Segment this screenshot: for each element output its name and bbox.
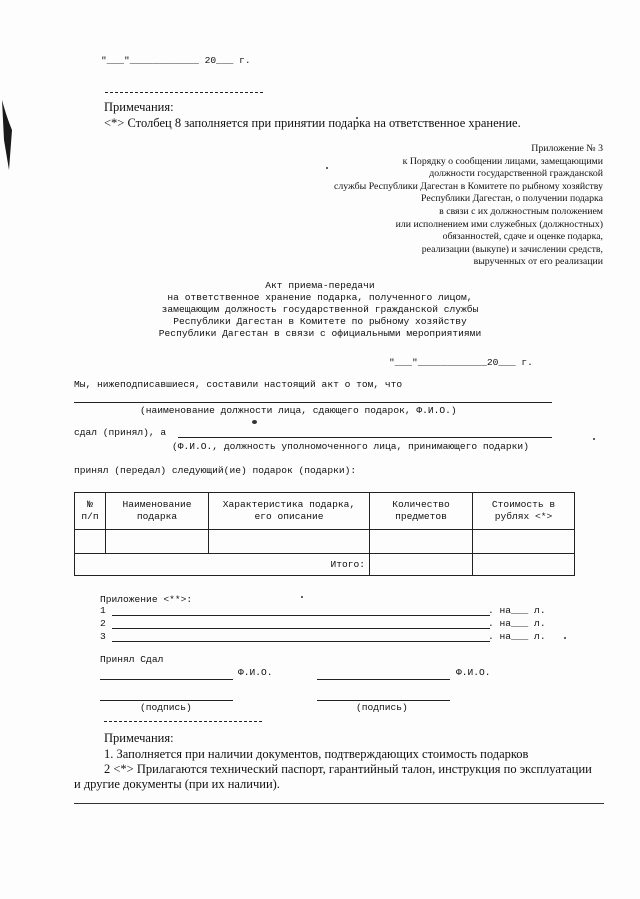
accepted-text: принял (передал) следующий(ие) подарок (подарки): (74, 465, 357, 476)
attachment-field-line[interactable] (112, 628, 490, 629)
page-bottom-rule (74, 803, 604, 804)
handed-text: сдал (принял), а (74, 427, 167, 438)
table-header-cell: Количество предметов (370, 493, 473, 530)
signature-caption: (подпись) (356, 702, 408, 713)
table-header-cell: Наименование подарка (106, 493, 209, 530)
attachment-number: 2 (100, 618, 106, 629)
attachment-field-line[interactable] (112, 615, 490, 616)
attachment-field-line[interactable] (112, 641, 490, 642)
appendix-line: обязанностей, сдаче и оценке подарка, (442, 231, 603, 243)
giver-sign-line[interactable] (317, 700, 450, 701)
top-notes-text: <*> Столбец 8 заполняется при принятии подарка на ответственное хранение. (104, 116, 521, 130)
act-title-line: Акт приема-передачи (265, 280, 375, 291)
giver-signature-line[interactable] (317, 679, 450, 680)
table-cell[interactable] (370, 530, 473, 554)
table-row (75, 530, 575, 554)
receiver-signature-line[interactable] (100, 679, 233, 680)
receiver-fio-label: Ф.И.О. (238, 667, 273, 678)
appendix-header (283, 143, 603, 269)
scan-speck (564, 637, 566, 639)
bottom-notes-title: Примечания: (104, 731, 174, 745)
scan-speck (252, 420, 257, 424)
receiver-caption: (Ф.И.О., должность уполномоченного лица, принимающего подарки) (172, 441, 529, 452)
act-title-line: на ответственное хранение подарка, полученного лицом, (167, 292, 473, 303)
table-header-row (75, 493, 575, 530)
notes-separator (104, 721, 262, 722)
appendix-line: должности государственной гражданской (429, 168, 603, 180)
attachment-number: 3 (100, 631, 106, 642)
receiver-field-line[interactable] (178, 437, 552, 438)
attachment-pages: . на___ л. (488, 618, 546, 629)
bottom-note: 1. Заполняется при наличии документов, подтверждающих стоимость подарков (104, 747, 529, 761)
table-header-cell: Характеристика подарка, его описание (209, 493, 370, 530)
appendix-line: Приложение № 3 (531, 143, 603, 154)
receiver-sign-line[interactable] (100, 700, 233, 701)
scan-speck (593, 438, 595, 440)
bottom-note: 2 <*> Прилагаются технический паспорт, гарантийный талон, инструкция по эксплуатации (104, 762, 592, 776)
scan-edge-mark (0, 100, 14, 170)
act-title-line: Республики Дагестан в Комитете по рыбному хозяйству (173, 316, 467, 327)
scan-speck (301, 596, 303, 598)
act-title (60, 280, 580, 340)
appendix-line: к Порядку о сообщении лицами, замещающими (402, 155, 603, 167)
total-cost-cell[interactable] (473, 554, 575, 576)
giver-caption: (наименование должности лица, сдающего подарок, Ф.И.О.) (140, 405, 457, 416)
signers-header: Принял Сдал (100, 654, 164, 665)
act-date-line: "___"____________20___ г. (389, 357, 533, 368)
giver-field-line[interactable] (74, 402, 552, 403)
act-title-line: замещающим должность государственной гражданской службы (161, 304, 479, 315)
attachments-title: Приложение <**>: (100, 594, 193, 605)
attachment-pages: . на___ л. (488, 605, 546, 616)
signature-caption: (подпись) (140, 702, 192, 713)
top-notes-title: Примечания: (104, 100, 174, 114)
table-cell[interactable] (473, 530, 575, 554)
notes-separator (105, 92, 263, 93)
appendix-line: вырученных от его реализации (473, 256, 603, 268)
intro-text: Мы, нижеподписавшиеся, составили настоящий акт о том, что (74, 379, 403, 390)
bottom-note-continuation: и другие документы (при их наличии). (74, 777, 280, 791)
table-header-cell: № п/п (75, 493, 106, 530)
appendix-line: Республики Дагестан, о получении подарка (421, 193, 603, 205)
appendix-line: службы Республики Дагестан в Комитете по рыбному хозяйству (334, 180, 603, 192)
table-cell[interactable] (209, 530, 370, 554)
appendix-line: в связи с их должностным положением (439, 205, 603, 217)
total-quantity-cell[interactable] (370, 554, 473, 576)
attachment-pages: . на___ л. (488, 631, 546, 642)
table-cell[interactable] (106, 530, 209, 554)
table-total-row (75, 554, 575, 576)
appendix-line: или исполнением ими служебных (должностных) (395, 218, 603, 230)
gift-table (74, 492, 575, 576)
attachment-number: 1 (100, 605, 106, 616)
table-header-cell: Стоимость в рублях <*> (473, 493, 575, 530)
giver-fio-label: Ф.И.О. (456, 667, 491, 678)
top-date-line: "___"____________ 20___ г. (101, 55, 251, 66)
total-label: Итого: (75, 554, 370, 576)
table-cell[interactable] (75, 530, 106, 554)
appendix-line: реализации (выкупе) и зачислении средств, (421, 243, 603, 255)
act-title-line: Республики Дагестан в связи с официальными мероприятиями (158, 328, 482, 339)
